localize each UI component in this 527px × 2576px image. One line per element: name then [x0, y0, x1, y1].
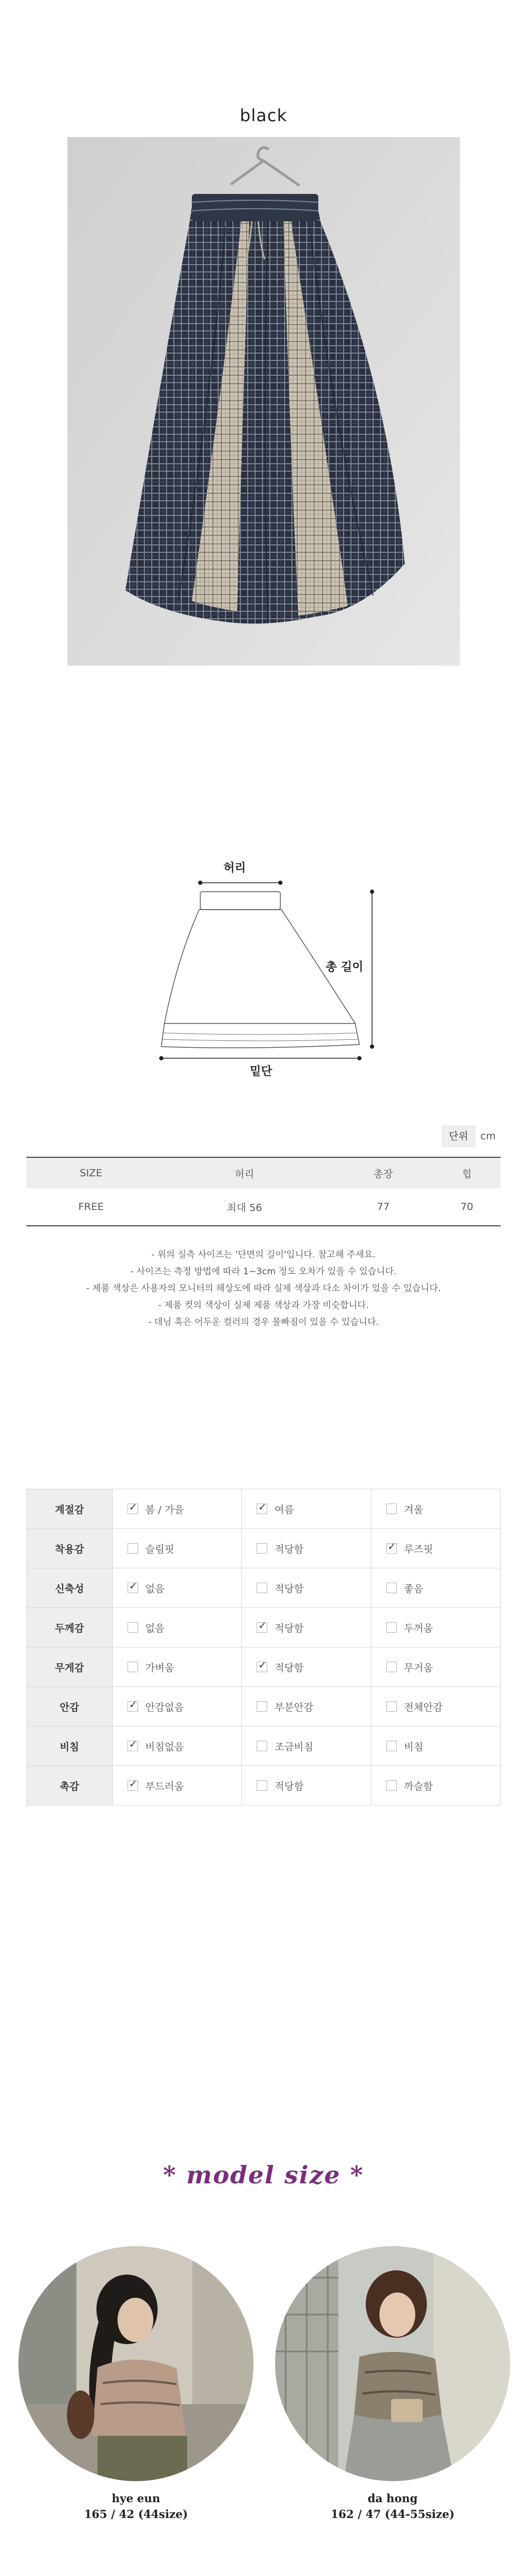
option-label: 가벼움 [145, 1662, 174, 1674]
property-name: 신축성 [27, 1568, 113, 1608]
property-option [242, 1647, 371, 1687]
option-label: 비침 [404, 1741, 424, 1753]
property-name: 무게감 [27, 1647, 113, 1687]
note-line: - 데님 혹은 어두운 컬러의 경우 물빠짐이 있을 수 있습니다. [148, 1317, 379, 1328]
model-name: da hong [367, 2492, 418, 2505]
option-label: 적당함 [275, 1780, 304, 1792]
property-name: 안감 [27, 1687, 113, 1726]
option-label: 루즈핏 [404, 1543, 433, 1555]
table-row [27, 1766, 501, 1806]
option-label: 적당함 [275, 1583, 304, 1595]
hem-label: 밑단 [250, 1065, 272, 1078]
property-name: 두께감 [27, 1608, 113, 1647]
model-name: hye eun [111, 2492, 161, 2505]
size-cell: 77 [333, 1188, 433, 1226]
option-label: 적당함 [275, 1543, 304, 1555]
property-option [371, 1726, 500, 1766]
table-row [27, 1608, 501, 1647]
checkbox-icon [128, 1543, 138, 1554]
property-option [371, 1766, 500, 1806]
checkbox-icon [386, 1780, 397, 1791]
property-option [112, 1726, 241, 1766]
property-option [112, 1766, 241, 1806]
option-label: 좋음 [404, 1583, 424, 1595]
property-option [242, 1529, 371, 1568]
property-option [242, 1766, 371, 1806]
option-label: 적당함 [275, 1662, 304, 1674]
checkbox-icon [257, 1741, 267, 1751]
size-table-header [26, 1157, 501, 1188]
size-header-cell: 총장 [333, 1157, 433, 1188]
note-line: - 제품 컷의 색상이 실제 제품 색상과 가장 비슷합니다. [158, 1300, 369, 1311]
property-option [242, 1608, 371, 1647]
option-label: 전체안감 [404, 1701, 443, 1713]
checkbox-icon [128, 1662, 138, 1672]
table-row [27, 1489, 501, 1529]
model-size: 165 / 42 (44size) [84, 2507, 188, 2521]
color-name: black [240, 105, 287, 125]
option-label: 겨울 [404, 1504, 424, 1516]
model-size: 162 / 47 (44-55size) [330, 2507, 455, 2521]
size-cell: FREE [26, 1188, 155, 1226]
property-option [371, 1647, 500, 1687]
size-header-cell: SIZE [26, 1157, 155, 1188]
checkbox-icon [386, 1504, 397, 1514]
property-option [371, 1529, 500, 1568]
model-caption [275, 2491, 510, 2522]
checkbox-icon [257, 1543, 267, 1554]
property-name: 비침 [27, 1726, 113, 1766]
checkbox-icon [257, 1701, 267, 1712]
option-label: 슬림핏 [145, 1543, 174, 1555]
option-label: 조금비침 [275, 1741, 314, 1753]
checkbox-icon [386, 1543, 397, 1554]
table-row [26, 1188, 501, 1226]
property-option [112, 1608, 241, 1647]
checkbox-icon [128, 1622, 138, 1633]
property-name: 촉감 [27, 1766, 113, 1806]
table-row [27, 1647, 501, 1687]
option-label: 여름 [275, 1504, 294, 1516]
table-row [27, 1687, 501, 1726]
property-option [371, 1568, 500, 1608]
checkbox-icon [128, 1780, 138, 1791]
size-header-cell: 힙 [433, 1157, 501, 1188]
option-label: 두꺼움 [404, 1622, 433, 1634]
property-option [242, 1489, 371, 1529]
size-cell: 최대 56 [155, 1188, 333, 1226]
option-label: 비침없음 [145, 1741, 184, 1753]
checkbox-icon [257, 1504, 267, 1514]
option-label: 안감없음 [145, 1701, 184, 1713]
option-label: 무거움 [404, 1662, 433, 1674]
model-photo [275, 2246, 510, 2481]
checkbox-icon [386, 1741, 397, 1751]
table-row [27, 1529, 501, 1568]
property-option [371, 1687, 500, 1726]
model-photo [18, 2246, 253, 2481]
size-notes [0, 1246, 527, 1331]
size-cell: 70 [433, 1188, 501, 1226]
property-option [112, 1529, 241, 1568]
property-option [371, 1608, 500, 1647]
checkbox-icon [128, 1583, 138, 1593]
fabric-property-table [26, 1489, 501, 1806]
length-label: 총 길이 [326, 961, 364, 974]
option-label: 부분안감 [275, 1701, 314, 1713]
checkbox-icon [386, 1583, 397, 1593]
property-option [112, 1489, 241, 1529]
checkbox-icon [128, 1741, 138, 1751]
property-option [242, 1568, 371, 1608]
option-label: 까슬함 [404, 1780, 433, 1792]
model-size-title: * model size * [163, 2161, 364, 2189]
property-name: 착용감 [27, 1529, 113, 1568]
note-line: - 사이즈는 측정 방법에 따라 1~3cm 정도 오차가 있을 수 있습니다. [130, 1266, 397, 1277]
note-line: - 위의 실측 사이즈는 '단면의 길이'입니다. 참고해 주세요. [151, 1250, 376, 1260]
option-label: 봄 / 가을 [145, 1504, 184, 1516]
property-option [112, 1568, 241, 1608]
checkbox-icon [386, 1662, 397, 1672]
property-name: 계절감 [27, 1489, 113, 1529]
unit-value: cm [480, 1130, 496, 1142]
model-caption [18, 2491, 253, 2522]
checkbox-icon [128, 1701, 138, 1712]
size-diagram [158, 859, 395, 1086]
option-label: 없음 [145, 1583, 165, 1595]
checkbox-icon [257, 1780, 267, 1791]
property-option [112, 1687, 241, 1726]
note-line: - 제품 색상은 사용자의 모니터의 해상도에 따라 실제 색상과 다소 차이가 있을 수 있습니다. [86, 1283, 441, 1294]
size-header-cell: 허리 [155, 1157, 333, 1188]
unit-label: 단위 [442, 1125, 475, 1147]
checkbox-icon [257, 1583, 267, 1593]
option-label: 없음 [145, 1622, 165, 1634]
property-option [242, 1687, 371, 1726]
option-label: 부드러움 [145, 1780, 184, 1792]
checkbox-icon [257, 1622, 267, 1633]
table-row [27, 1568, 501, 1608]
property-option [371, 1489, 500, 1529]
checkbox-icon [257, 1662, 267, 1672]
table-row [27, 1726, 501, 1766]
product-photo [67, 137, 460, 666]
property-option [112, 1647, 241, 1687]
property-option [242, 1726, 371, 1766]
size-table [26, 1157, 501, 1226]
checkbox-icon [386, 1622, 397, 1633]
option-label: 적당함 [275, 1622, 304, 1634]
waist-label: 허리 [223, 862, 246, 875]
checkbox-icon [128, 1504, 138, 1514]
checkbox-icon [386, 1701, 397, 1712]
